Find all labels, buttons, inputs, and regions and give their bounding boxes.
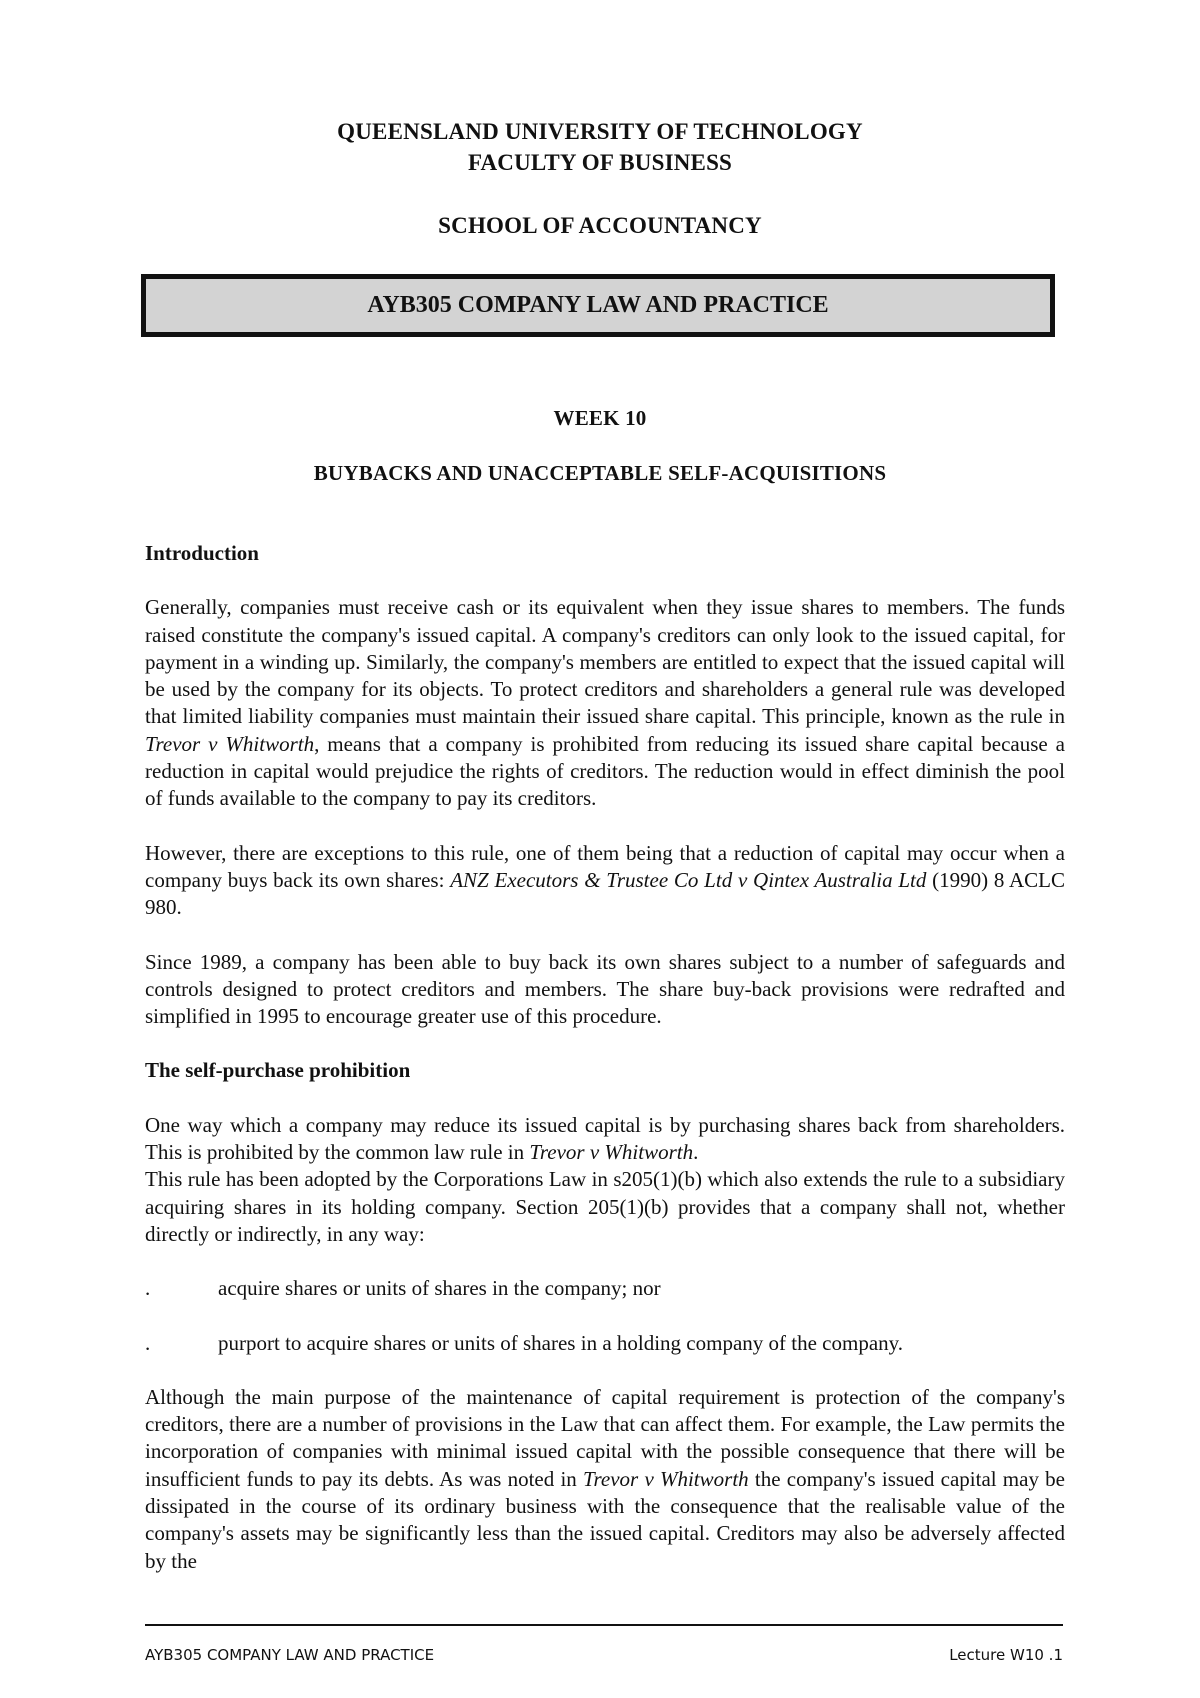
bullet-marker: . [145,1330,151,1355]
text-span: However, there are exceptions to this rule, one of them being that a reduction of capital may occur when a company buys back its own shares: [145,840,1065,892]
case-citation: Trevor v Whitworth [529,1140,694,1165]
text-span: One way which a company may reduce its issued capital is by purchasing shares back from shareholders. This is prohibited by the common law rule in [145,1112,1065,1165]
case-citation: Trevor v Whitworth [145,731,315,756]
list-item-text: acquire shares or units of shares in the company; nor [218,1276,661,1301]
footer-divider [145,1624,1063,1626]
text-span: the company's issued capital may be dissipated in the course of its ordinary business with the consequence that the realisable value of the company's assets may be significantly less than the issued capital. Creditors may also be adversely affected by the [145,1466,1066,1573]
intro-paragraph-1 [145,594,1065,812]
list-item [145,1330,1065,1357]
section-heading-introduction: Introduction [145,541,259,565]
case-citation: Trevor v Whitworth [583,1466,749,1491]
text-span: . [693,1140,699,1165]
case-citation: ANZ Executors & Trustee Co Ltd v Qintex Australia Ltd [450,867,927,892]
list-item-text: purport to acquire shares or units of shares in a holding company of the company. [218,1330,904,1355]
text-span: (1990) 8 ACLC 980. [145,867,1065,920]
text-span: Although the main purpose of the maintenance of capital requirement is protection of the company's creditors, there are a number of provisions in the Law that can affect them. For example, the Law permits the incorporation of companies with minimal issued capital with the possible consequence that there will be insufficient funds to pay its debts. As was noted in [145,1384,1065,1491]
body-content [145,540,1065,1575]
university-name: QUEENSLAND UNIVERSITY OF TECHNOLOGY [337,119,863,144]
prohibition-paragraph-1 [145,1112,1065,1167]
footer-page-number: Lecture W10 .1 [949,1646,1063,1664]
prohibition-paragraph-2: This rule has been adopted by the Corporations Law in s205(1)(b) which also extends the rule to a subsidiary acquiring shares in its holding company. Section 205(1)(b) provides that a company shall not, whether directly or indirectly, in any way: [145,1167,1065,1246]
intro-paragraph-3: Since 1989, a company has been able to buy back its own shares subject to a number of safeguards and controls designed to protect creditors and members. The share buy-back provisions were redrafted and simplified in 1995 to encourage greater use of this procedure. [145,949,1065,1029]
text-span: Generally, companies must receive cash or its equivalent when they issue shares to members. The funds raised constitute the company's issued capital. A company's creditors can only look to the issued capital, for payment in a winding up. Similarly, the company's members are entitled to expect that the issued capital will be used by the company for its objects. To protect creditors and shareholders a general rule was developed that limited liability companies must maintain their issued share capital. This principle, known as the rule in [145,595,1065,729]
list-item [145,1275,1065,1302]
school-name: SCHOOL OF ACCOUNTANCY [438,213,762,238]
course-title: AYB305 COMPANY LAW AND PRACTICE [367,292,829,318]
prohibition-paragraph-3 [145,1384,1065,1575]
faculty-name: FACULTY OF BUSINESS [467,150,733,175]
week-label: WEEK 10 [553,406,647,430]
bullet-marker: . [145,1276,151,1301]
course-title-box [141,274,1055,337]
footer-course-title: AYB305 COMPANY LAW AND PRACTICE [145,1646,435,1664]
section-heading-self-purchase: The self-purchase prohibition [145,1058,411,1083]
topic-title: BUYBACKS AND UNACCEPTABLE SELF-ACQUISITIONS [313,461,887,485]
text-span: , means that a company is prohibited from reducing its issued share capital because a reduction in capital would prejudice the rights of creditors. The reduction would in effect diminish the pool of funds available to the company to pay its creditors. [145,731,1065,811]
intro-paragraph-2 [145,840,1065,922]
